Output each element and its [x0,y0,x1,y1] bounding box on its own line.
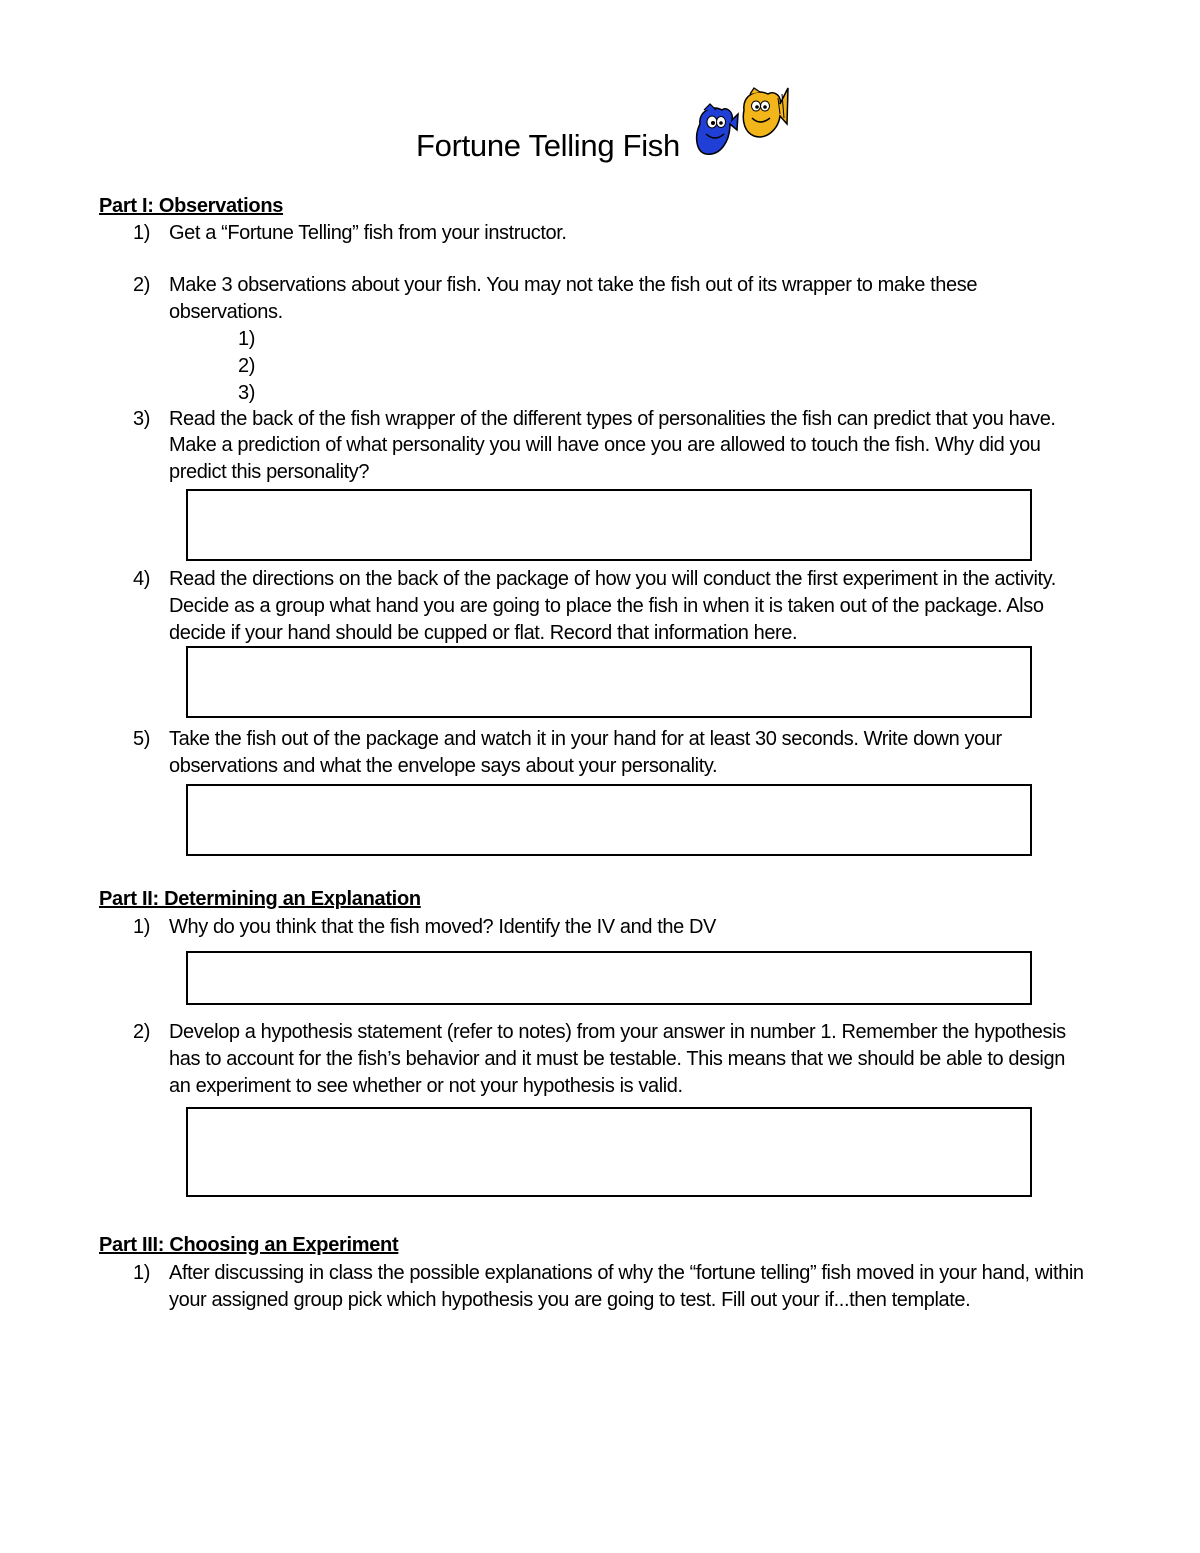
question-text: decide if your hand should be cupped or flat. Record that information here. [169,622,798,644]
part-one-heading: Part I: Observations [99,195,284,217]
question-text: Get a “Fortune Telling” fish from your instructor. [169,222,567,244]
yellow-fish-icon [743,88,788,137]
question-text: Make 3 observations about your fish. You may not take the fish out of its wrapper to make these [169,274,978,296]
page-title: Fortune Telling Fish [416,128,680,163]
question-text: After discussing in class the possible explanations of why the “fortune telling” fish moved in your hand, within [169,1262,1084,1284]
question-text: Read the back of the fish wrapper of the different types of personalities the fish can predict that you have. [169,408,1056,430]
question-text: Read the directions on the back of the package of how you will conduct the first experiment in the activity. [169,568,1056,590]
question-text: Take the fish out of the package and watch it in your hand for at least 30 seconds. Write down your [169,728,1002,750]
observation-number: 3) [238,382,255,404]
observation-number: 2) [238,355,255,377]
answer-box-hand-placement[interactable] [186,646,1032,718]
answer-box-prediction[interactable] [186,489,1032,561]
question-text: has to account for the fish’s behavior and it must be testable. This means that we should be able to design [169,1048,1065,1070]
answer-box-observations[interactable] [186,784,1032,856]
question-text: Develop a hypothesis statement (refer to notes) from your answer in number 1. Remember the hypothesis [169,1021,1066,1043]
question-text: predict this personality? [169,461,370,483]
item-number: 5) [133,728,150,750]
answer-box-iv-dv[interactable] [186,951,1032,1005]
item-number: 1) [133,916,150,938]
question-text: Decide as a group what hand you are going to place the fish in when it is taken out of the package. Also [169,595,1044,617]
item-number: 4) [133,568,150,590]
item-number: 1) [133,1262,150,1284]
item-number: 2) [133,274,150,296]
question-text: an experiment to see whether or not your hypothesis is valid. [169,1075,683,1097]
item-number: 1) [133,222,150,244]
item-number: 2) [133,1021,150,1043]
answer-box-hypothesis[interactable] [186,1107,1032,1197]
item-number: 3) [133,408,150,430]
part-two-heading: Part II: Determining an Explanation [99,888,421,910]
question-text: Make a prediction of what personality you will have once you are allowed to touch the fish. Why did you [169,434,1041,456]
question-text: observations. [169,301,283,323]
observation-number: 1) [238,328,255,350]
part-three-heading: Part III: Choosing an Experiment [99,1234,399,1256]
question-text: your assigned group pick which hypothesis you are going to test. Fill out your if...then template. [169,1289,971,1311]
question-text: Why do you think that the fish moved? Identify the IV and the DV [169,916,716,938]
blue-fish-icon [697,104,738,154]
question-text: observations and what the envelope says about your personality. [169,755,718,777]
fish-clipart-icon [690,84,790,160]
